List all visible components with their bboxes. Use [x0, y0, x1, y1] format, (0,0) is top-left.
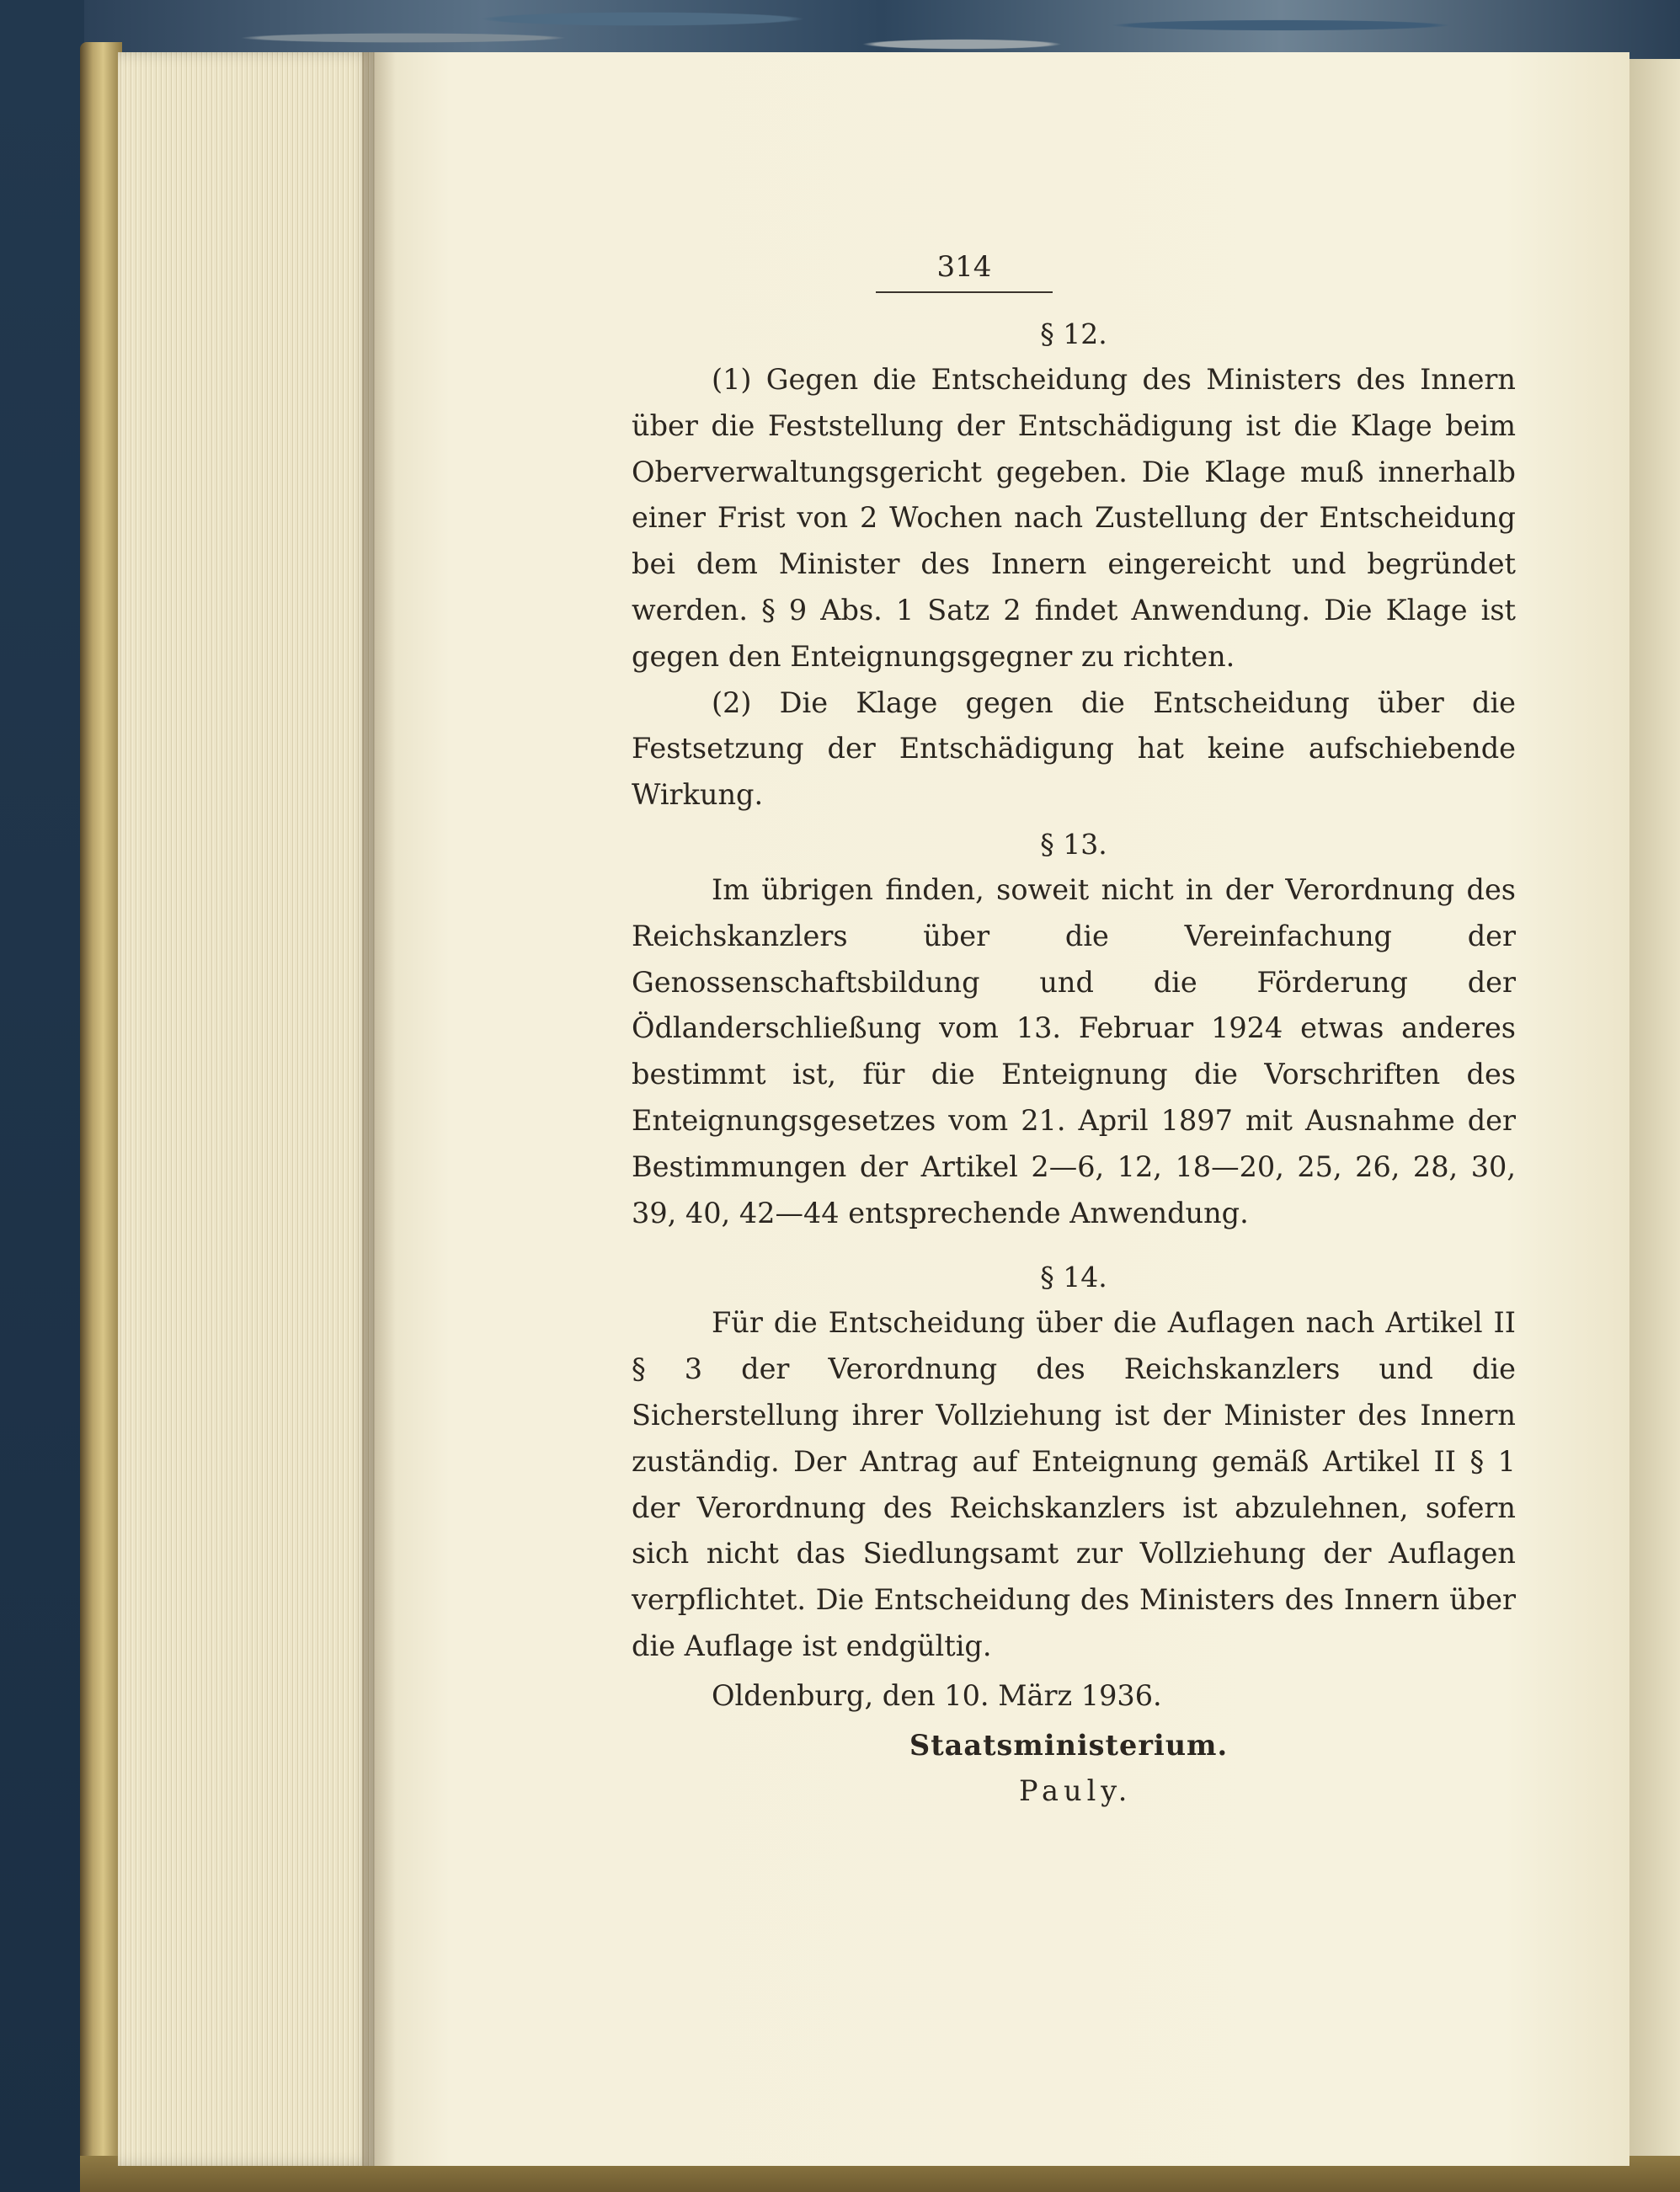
- section-heading: § 12.: [1040, 317, 1107, 350]
- page-stack: [118, 52, 375, 2166]
- paragraph: (2) Die Klage gegen die Entscheidung über die Festsetzung der Entschädigung hat keine aufschiebende Wirkung.: [632, 685, 1516, 812]
- paragraph: Für die Entscheidung über die Auflagen nach Artikel II § 3 der Verordnung des Reichskanzlers und die Sicherstellung ihrer Vollziehung ist der Minister des Innern zuständig. Der Antrag auf Enteignung gemäß Artikel II § 1 der Verordnung des Reichskanzlers ist abzulehnen, sofern sich nicht das Siedlungsamt zur Vollziehung der Auflagen verpflichtet. Die Entscheidung des Ministers des Innern über die Auflage ist endgültig.: [632, 1306, 1516, 1662]
- signature-place-date: Oldenburg, den 10. März 1936.: [712, 1678, 1162, 1712]
- section-heading: § 13.: [1040, 827, 1107, 861]
- section-heading: § 14.: [1040, 1261, 1107, 1294]
- page-text: [632, 187, 1516, 1815]
- facing-page-edge: [1629, 59, 1680, 2156]
- gutter-shadow: [362, 52, 396, 2166]
- book-page: [375, 52, 1629, 2166]
- page-number: 314: [876, 246, 1053, 293]
- signature-organization: Staatsministerium.: [909, 1728, 1229, 1762]
- book-binding: [80, 42, 122, 2185]
- paragraph: (1) Gegen die Entscheidung des Ministers des Innern über die Feststellung der Entschädigung ist die Klage beim Oberverwaltungsgericht gegeben. Die Klage muß innerhalb einer Frist von 2 Wochen nach Zustellung der Entscheidung bei dem Minister des Innern eingereicht und begründet werden. § 9 Abs. 1 Satz 2 findet Anwendung. Die Klage ist gegen den Enteignungsgegner zu richten.: [632, 363, 1516, 673]
- signature-name: Pauly.: [1019, 1774, 1133, 1808]
- paragraph: Im übrigen finden, soweit nicht in der Verordnung des Reichskanzlers über die Vereinfachung der Genossenschaftsbildung und die Förderung der Ödlanderschließung vom 13. Februar 1924 etwas anderes bestimmt ist, für die Enteignung die Vorschriften des Enteignungsgesetzes vom 21. April 1897 mit Ausnahme der Bestimmungen der Artikel 2—6, 12, 18—20, 25, 26, 28, 30, 39, 40, 42—44 entsprechende Anwendung.: [632, 872, 1516, 1229]
